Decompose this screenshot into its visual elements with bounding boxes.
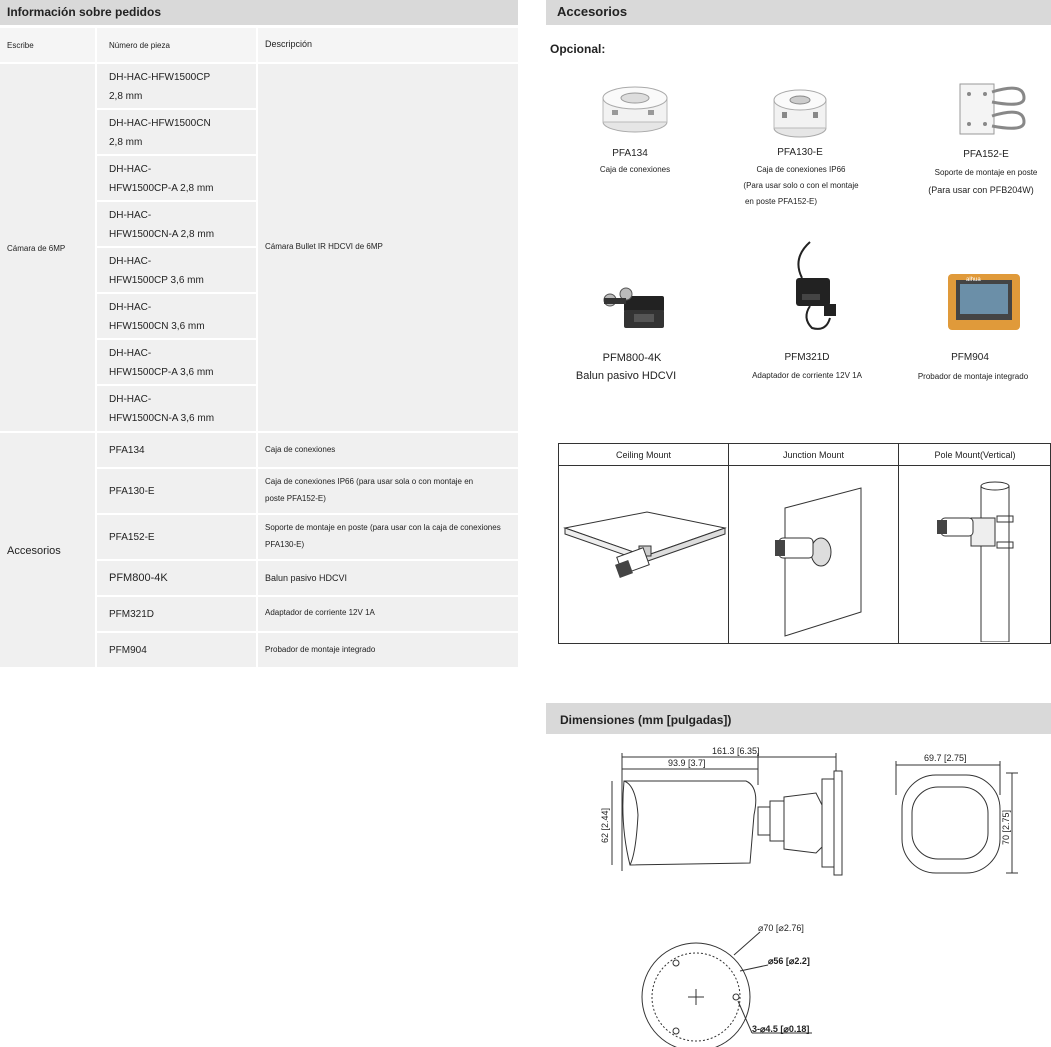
part-number-suffix: 2,8 mm — [109, 137, 143, 148]
total-length-label: 161.3 [6.35] — [712, 746, 760, 756]
table-row — [97, 469, 256, 513]
part-number-suffix: HFW1500CP 3,6 mm — [109, 275, 204, 286]
part-number-suffix: HFW1500CN-A 3,6 mm — [109, 413, 215, 424]
part-number: PFM321D — [109, 609, 155, 620]
junction-mount-label: Junction Mount — [729, 444, 898, 466]
part-number: DH-HAC- — [109, 302, 152, 313]
header-type-cell — [0, 28, 95, 62]
base-outer-label: ⌀70 [⌀2.76] — [758, 923, 804, 933]
table-row — [97, 433, 256, 467]
camera-type-cell — [0, 64, 95, 431]
header-type: Escribe — [7, 41, 34, 50]
part-number-suffix: HFW1500CP-A 2,8 mm — [109, 183, 214, 194]
accessory-type: Accesorios — [7, 545, 61, 557]
accessory-name: PFM321D — [784, 352, 830, 363]
part-number: DH-HAC- — [109, 210, 152, 221]
camera-desc-cell — [258, 64, 518, 431]
accessory-type-cell — [0, 433, 95, 667]
table-row — [97, 597, 256, 631]
junction-mount-column — [729, 444, 899, 643]
accessory-desc: Balun pasivo HDCVI — [575, 370, 677, 382]
table-row — [97, 110, 256, 154]
accessory-name: PFM800-4K — [602, 352, 662, 364]
table-row-desc — [258, 597, 518, 631]
header-desc-cell — [258, 28, 518, 62]
pole-mount-illustration — [899, 466, 1051, 642]
junction-box-ip66-icon — [770, 78, 830, 140]
table-row — [97, 202, 256, 246]
part-description: Balun pasivo HDCVI — [265, 573, 348, 583]
part-number: PFA130-E — [109, 486, 155, 497]
table-row-desc — [258, 469, 518, 513]
accessory-name: PFA134 — [612, 148, 648, 159]
part-description: Caja de conexiones — [265, 445, 336, 454]
table-row — [97, 633, 256, 667]
part-description: Adaptador de corriente 12V 1A — [265, 608, 375, 617]
body-length-label: 93.9 [3.7] — [668, 758, 706, 768]
tester-icon — [946, 270, 1024, 334]
junction-box-icon — [598, 80, 672, 136]
part-number: PFA134 — [109, 445, 145, 456]
part-description-line2: PFA130-E) — [265, 540, 305, 549]
front-height-label: 70 [2.75] — [1001, 809, 1011, 845]
junction-mount-illustration — [729, 466, 899, 642]
part-number-suffix: 2,8 mm — [109, 91, 143, 102]
accessory-desc: Soporte de montaje en poste — [934, 168, 1038, 177]
part-number: PFM800-4K — [109, 572, 168, 584]
power-adapter-icon — [782, 238, 848, 338]
part-number: PFM904 — [109, 645, 147, 656]
accessory-desc: Caja de conexiones IP66 — [756, 165, 846, 174]
accessory-desc-line3: en poste PFA152-E) — [744, 197, 818, 206]
header-part: Número de pieza — [109, 41, 170, 50]
part-description: Probador de montaje integrado — [265, 645, 376, 654]
pole-mount-column — [899, 444, 1051, 643]
ceiling-mount-illustration — [559, 466, 729, 642]
table-row — [97, 386, 256, 431]
part-description-line2: poste PFA152-E) — [265, 494, 326, 503]
part-number: DH-HAC- — [109, 256, 152, 267]
table-row-desc — [258, 515, 518, 559]
table-row-desc — [258, 633, 518, 667]
width-label: 69.7 [2.75] — [924, 753, 967, 763]
balun-icon — [596, 280, 672, 336]
table-row — [97, 294, 256, 338]
table-row — [97, 340, 256, 384]
header-desc: Descripción — [265, 39, 313, 49]
ceiling-mount-column — [559, 444, 729, 643]
order-info-title: Información sobre pedidos — [0, 0, 518, 25]
pole-mount-bracket-icon — [952, 78, 1028, 138]
camera-type: Cámara de 6MP — [7, 244, 66, 253]
accessory-desc: Probador de montaje integrado — [917, 372, 1029, 381]
dimensions-title: Dimensiones (mm [pulgadas]) — [546, 703, 1051, 734]
header-part-cell — [97, 28, 256, 62]
accessory-desc-line2: (Para usar con PFB204W) — [928, 185, 1034, 195]
part-number: DH-HAC- — [109, 164, 152, 175]
dimension-drawing — [546, 735, 1051, 1047]
base-pcd-label: ⌀56 [⌀2.2] — [768, 956, 810, 966]
accessory-desc: Caja de conexiones — [599, 165, 671, 174]
table-row — [97, 515, 256, 559]
part-number: DH-HAC- — [109, 348, 152, 359]
tester-brand: alhua — [966, 277, 981, 283]
accessory-desc-line2: (Para usar solo o con el montaje — [743, 181, 859, 190]
table-row-desc — [258, 433, 518, 467]
part-number: DH-HAC-HFW1500CN — [109, 118, 211, 129]
optional-label: Opcional: — [550, 42, 606, 56]
accessory-name: PFA130-E — [777, 147, 823, 158]
part-number: DH-HAC-HFW1500CP — [109, 72, 211, 83]
ceiling-mount-label: Ceiling Mount — [559, 444, 728, 466]
accessory-name: PFA152-E — [963, 149, 1009, 160]
height-label: 62 [2.44] — [600, 807, 610, 843]
part-number-suffix: HFW1500CP-A 3,6 mm — [109, 367, 214, 378]
table-row — [97, 156, 256, 200]
accessories-title: Accesorios — [546, 0, 1051, 25]
part-number-suffix: HFW1500CN-A 2,8 mm — [109, 229, 215, 240]
accessory-name: PFM904 — [951, 352, 989, 363]
table-row — [97, 561, 256, 595]
holes-label: 3-⌀4.5 [⌀0.18] — [752, 1024, 810, 1034]
pole-mount-label: Pole Mount(Vertical) — [899, 444, 1051, 466]
part-number: DH-HAC- — [109, 394, 152, 405]
camera-desc: Cámara Bullet IR HDCVI de 6MP — [265, 242, 383, 251]
part-number: PFA152-E — [109, 532, 155, 543]
table-row-desc — [258, 561, 518, 595]
table-row — [97, 248, 256, 292]
accessory-desc: Adaptador de corriente 12V 1A — [752, 371, 862, 380]
mount-table — [558, 443, 1051, 644]
part-description: Caja de conexiones IP66 (para usar sola o con montaje en — [265, 477, 474, 486]
part-description: Soporte de montaje en poste (para usar con la caja de conexiones — [265, 523, 501, 532]
table-row — [97, 64, 256, 108]
part-number-suffix: HFW1500CN 3,6 mm — [109, 321, 205, 332]
